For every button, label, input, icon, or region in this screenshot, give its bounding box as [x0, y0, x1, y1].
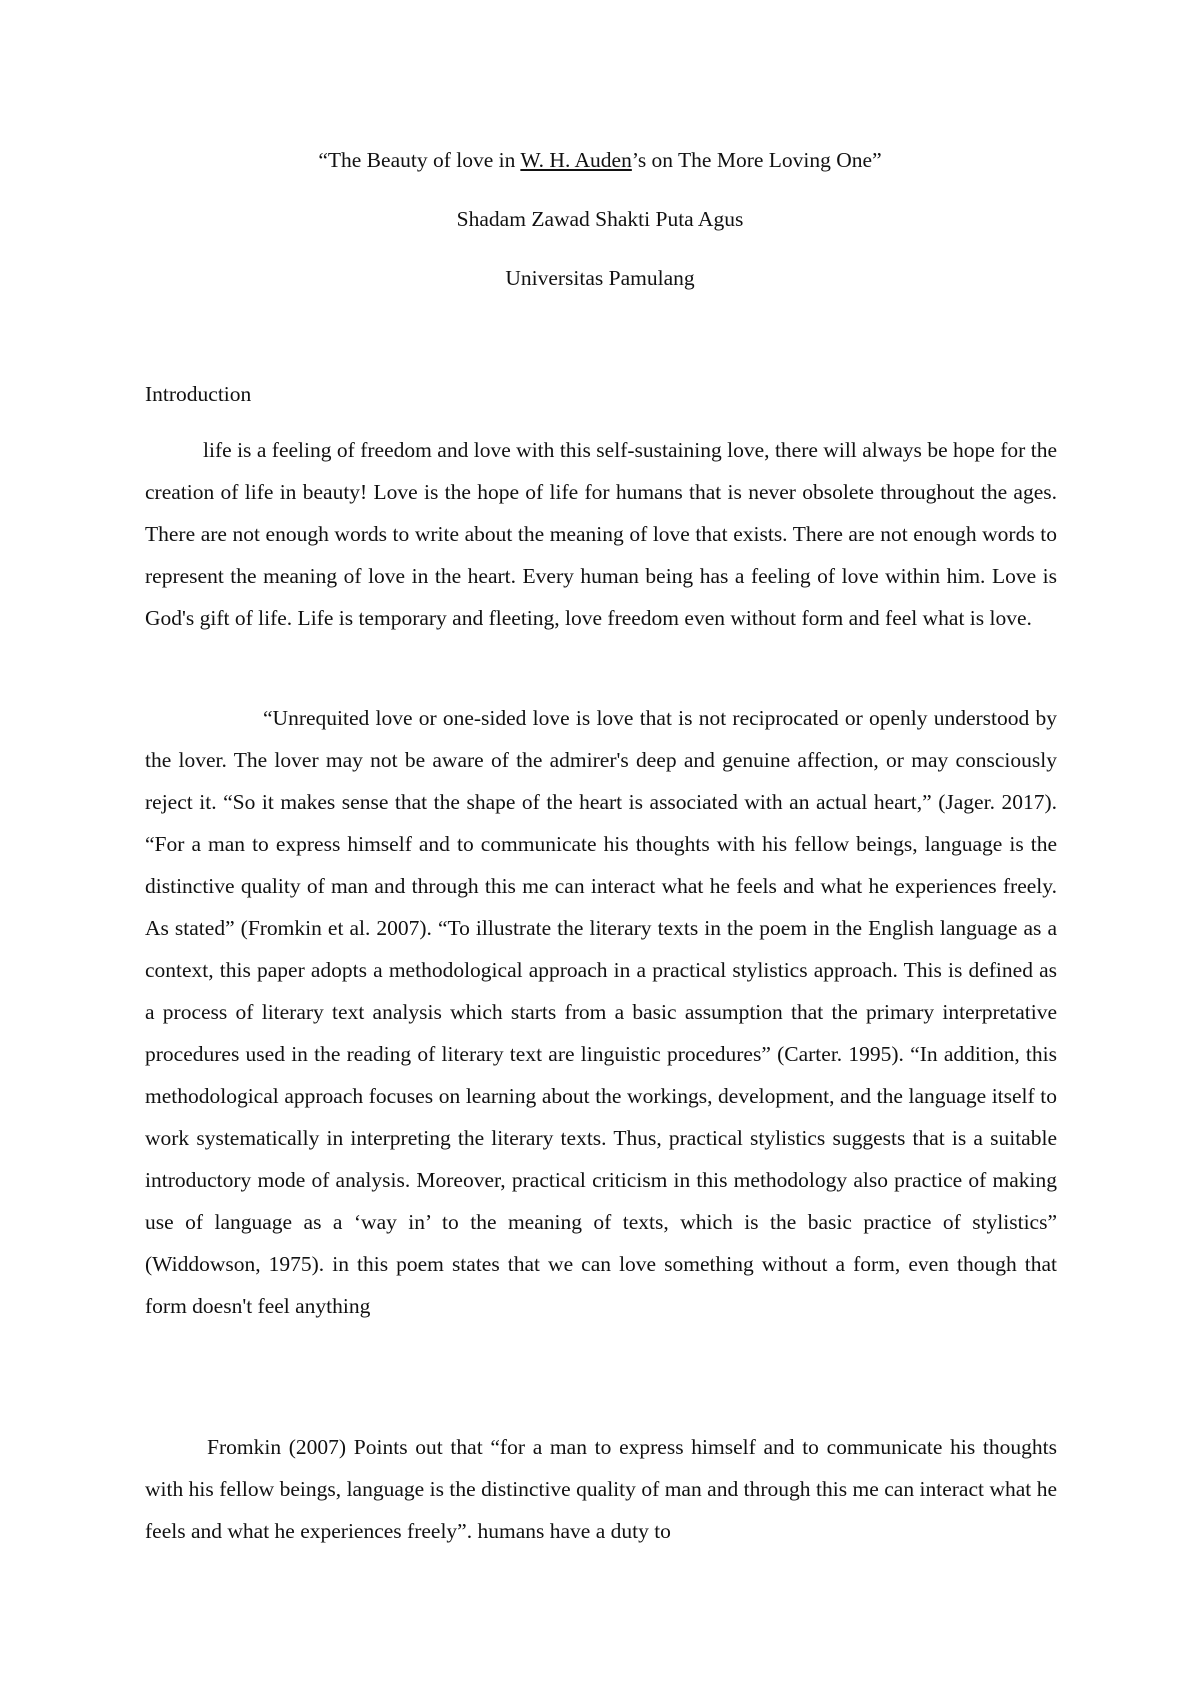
paragraph-1: life is a feeling of freedom and love with this self-sustaining love, there will always be hope for the creation of life in beauty! Love is the hope of life for humans that is never obsolete throughout the ages. There are not enough words to write about the meaning of love that exists. There are not enough words to represent the meaning of love in the heart. Every human being has a feeling of love within him. Love is God's gift of life. Life is temporary and fleeting, love freedom even without form and feel what is love.	[145, 438, 1057, 630]
title-suffix: ’s on The More Loving One”	[631, 148, 882, 172]
section-heading-introduction: Introduction	[145, 382, 252, 406]
author-name: Shadam Zawad Shakti Puta Agus	[456, 207, 744, 231]
author-affiliation: Universitas Pamulang	[505, 266, 695, 290]
paragraph-2: “Unrequited love or one-sided love is love that is not reciprocated or openly understood by the lover. The lover may not be aware of the admirer's deep and genuine affection, or may consciously reject it. “So it makes sense that the shape of the heart is associated with an actual heart,” (Jager. 2017). “For a man to express himself and to communicate his thoughts with his fellow beings, language is the distinctive quality of man and through this me can interact what he feels and what he experiences freely. As stated” (Fromkin et al. 2007). “To illustrate the literary texts in the poem in the English language as a context, this paper adopts a methodological approach in a practical stylistics approach. This is defined as a process of literary text analysis which starts from a basic assumption that the primary interpretative procedures used in the reading of literary text are linguistic procedures” (Carter. 1995). “In addition, this methodological approach focuses on learning about the workings, development, and the language itself to work systematically in interpreting the literary texts. Thus, practical stylistics suggests that is a suitable introductory mode of analysis. Moreover, practical criticism in this methodology also practice of making use of language as a ‘way in’ to the meaning of texts, which is the basic practice of stylistics” (Widdowson, 1975). in this poem states that we can love something without a form, even though that form doesn't feel anything	[145, 706, 1057, 1318]
paper-title	[0, 146, 1200, 174]
paragraph-3: Fromkin (2007) Points out that “for a man to express himself and to communicate his thoughts with his fellow beings, language is the distinctive quality of man and through this me can interact what he feels and what he experiences freely”. humans have a duty to	[145, 1435, 1057, 1543]
title-prefix: “The Beauty of love in	[318, 148, 521, 172]
title-author-link: W. H. Auden	[520, 148, 632, 172]
